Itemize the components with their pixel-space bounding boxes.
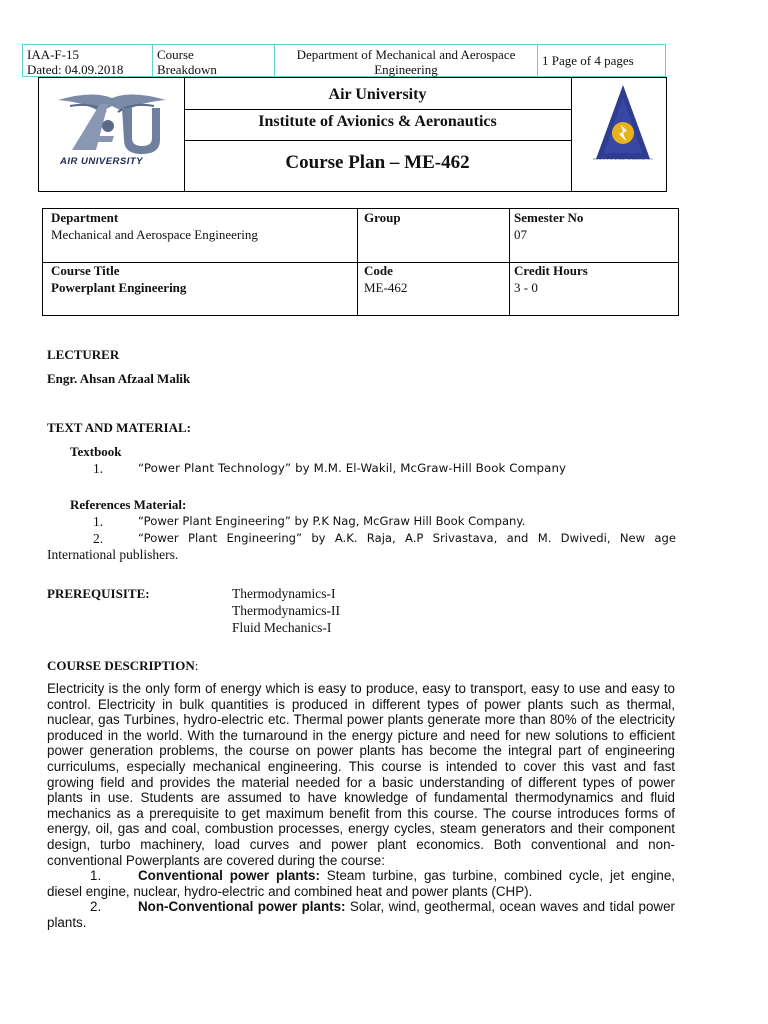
course-title-label: Course Title (51, 263, 120, 278)
lecturer-heading: LECTURER (47, 347, 120, 362)
form-date: Dated: 04.09.2018 (27, 62, 124, 77)
course-title-value: Powerplant Engineering (51, 280, 187, 295)
material-heading: TEXT AND MATERIAL: (47, 420, 191, 435)
course-description-body (47, 681, 675, 931)
description-list-item (47, 899, 675, 930)
air-university-logo (52, 82, 172, 174)
reference-1-text: “Power Plant Engineering” by P.K Nag, McGraw Hill Book Company. (138, 514, 526, 528)
code-value: ME-462 (364, 280, 408, 295)
textbook-1-num: 1. (93, 461, 104, 476)
form-type-line1: Course (157, 47, 194, 62)
logo-right-caption: INSTITUTE OF AVIONICS & AERONAUTICS (593, 157, 653, 161)
form-page: 1 Page of 4 pages (542, 53, 634, 68)
reference-2-text-cont: International publishers. (47, 547, 179, 562)
course-plan-title: Course Plan – ME-462 (285, 152, 470, 173)
prerequisite-item: Fluid Mechanics-I (232, 620, 332, 635)
description-list-num: 1. (90, 868, 102, 884)
semester-label: Semester No (514, 210, 584, 225)
description-list-label: Non-Conventional power plants: (138, 899, 346, 915)
reference-2-text: “Power Plant Engineering” by A.K. Raja, A.P Srivastava, and M. Dwivedi, New age (138, 531, 676, 545)
course-info-table (42, 208, 679, 316)
description-list-text: Solar, wind, geothermal, ocean waves and tidal power plants. (47, 899, 675, 930)
reference-1-num: 1. (93, 514, 104, 529)
department-label: Department (51, 210, 119, 225)
logo-left-caption: AIR UNIVERSITY (60, 156, 144, 167)
semester-value: 07 (514, 227, 527, 242)
lecturer-name: Engr. Ahsan Afzaal Malik (47, 371, 191, 386)
textbook-1-text: “Power Plant Technology” by M.M. El-Wakil, McGraw-Hill Book Company (138, 461, 567, 475)
group-label: Group (364, 210, 401, 225)
course-description-heading-text: COURSE DESCRIPTION (47, 658, 195, 673)
credit-hours-value: 3 - 0 (514, 280, 538, 295)
university-name: Air University (328, 86, 427, 103)
description-list-label: Conventional power plants: (138, 868, 320, 884)
course-description-paragraph: Electricity is the only form of energy which is easy to produce, easy to transport, easy to use and easy to control. Electricity in bulk quantities is produced in different types of power plants such as thermal, nuclear, gas Turbines, hydro-electric etc. Thermal power plants generate more than 80% of the electricity produced in the world. With the turnaround in the energy picture and need for new solutions to efficient power generation problems, the course on power plants has become the integral part of engineering curriculums, especially mechanical engineering. This course is intended to cover this vast and fast growing field and provides the material needed for a basic understanding of different types of power plants in use. Students are assumed to have knowledge of fundamental thermodynamics and fluid mechanics as a prerequisite to get maximum benefit from this course. The course introduces forms of energy, oil, gas and coal, combustion processes, energy cycles, steam generators and their component design, turbo machinery, load curves and power plant economics. Both conventional and non-conventional Powerplants are covered during the course: (47, 681, 675, 868)
prerequisite-item: Thermodynamics-I (232, 586, 336, 601)
code-label: Code (364, 263, 393, 278)
form-dept-box (274, 44, 538, 77)
description-list-num: 2. (90, 899, 102, 915)
course-description-heading-colon: : (194, 658, 199, 673)
institute-name: Institute of Avionics & Aeronautics (258, 113, 497, 130)
form-dept-line2: Engineering (374, 62, 438, 77)
institute-logo (588, 83, 658, 169)
prerequisite-heading: PREREQUISITE: (47, 586, 150, 601)
textbook-heading: Textbook (70, 444, 122, 459)
description-list-item (47, 868, 675, 899)
form-type-box (152, 44, 275, 77)
form-page-box (537, 44, 666, 77)
reference-2-num: 2. (93, 531, 104, 546)
prerequisite-item: Thermodynamics-II (232, 603, 340, 618)
department-value: Mechanical and Aerospace Engineering (51, 227, 258, 242)
credit-hours-label: Credit Hours (514, 263, 588, 278)
description-list-text: Steam turbine, gas turbine, combined cycle, jet engine, diesel engine, nuclear, hydro-electric and combined heat and power plants (CHP). (47, 868, 676, 899)
references-heading: References Material: (70, 497, 187, 512)
course-description-heading (47, 658, 198, 674)
form-id-box (22, 44, 153, 77)
form-id: IAA-F-15 (27, 47, 79, 62)
form-type-line2: Breakdown (157, 62, 217, 77)
form-dept-line1: Department of Mechanical and Aerospace (296, 47, 516, 62)
